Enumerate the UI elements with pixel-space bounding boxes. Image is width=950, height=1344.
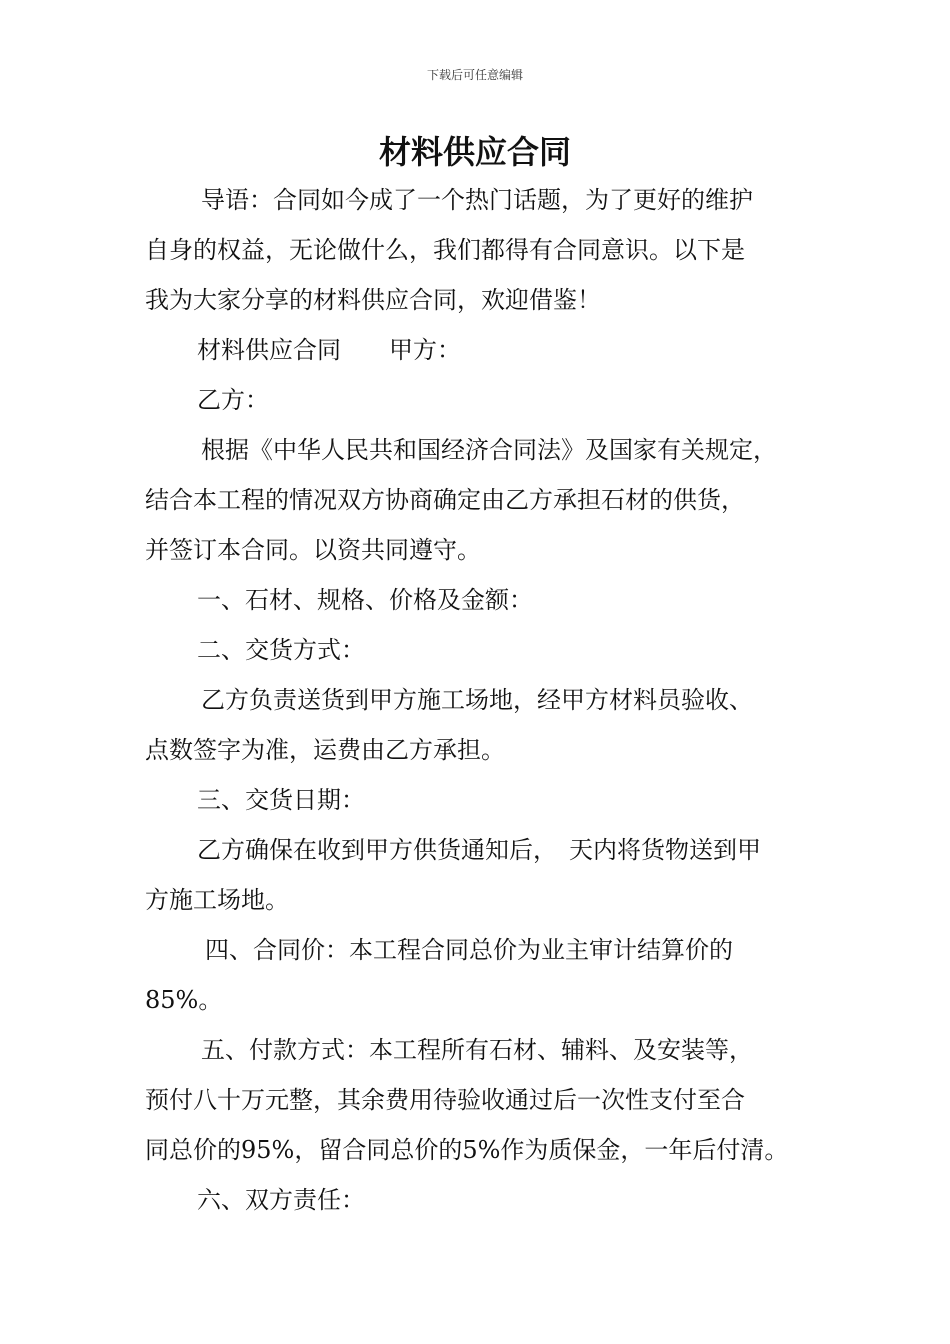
paragraph-line: 乙方负责送货到甲方施工场地，经甲方材料员验收、 — [201, 686, 753, 714]
paragraph-line: 并签订本合同。以资共同遵守。 — [145, 536, 481, 564]
paragraph-line: 乙方确保在收到甲方供货通知后， 天内将货物送到甲 — [197, 836, 761, 864]
paragraph-line: 同总价的95%，留合同总价的5%作为质保金，一年后付清。 — [145, 1136, 789, 1164]
paragraph-line: 材料供应合同 甲方： — [197, 336, 461, 364]
paragraph-line: 根据《中华人民共和国经济合同法》及国家有关规定， — [201, 436, 777, 464]
paragraph-line: 点数签字为准，运费由乙方承担。 — [145, 736, 505, 764]
paragraph-line: 自身的权益，无论做什么，我们都得有合同意识。以下是 — [145, 236, 745, 264]
paragraph-line: 方施工场地。 — [145, 886, 289, 914]
paragraph-line: 结合本工程的情况双方协商确定由乙方承担石材的供货， — [145, 486, 745, 514]
paragraph-line: 我为大家分享的材料供应合同，欢迎借鉴！ — [145, 286, 601, 314]
paragraph-line: 四、合同价：本工程合同总价为业主审计结算价的 — [205, 936, 733, 964]
document-title: 材料供应合同 — [378, 133, 571, 171]
paragraph-line: 预付八十万元整，其余费用待验收通过后一次性支付至合 — [145, 1086, 745, 1114]
paragraph-line: 导语：合同如今成了一个热门话题，为了更好的维护 — [201, 186, 753, 214]
paragraph-line: 乙方： — [197, 386, 269, 414]
section-heading: 一、石材、规格、价格及金额： — [197, 586, 533, 614]
paragraph-line: 五、付款方式：本工程所有石材、辅料、及安装等， — [201, 1036, 753, 1064]
section-heading: 六、双方责任： — [197, 1186, 365, 1214]
header-note: 下载后可任意编辑 — [426, 68, 523, 82]
section-heading: 三、交货日期： — [197, 786, 365, 814]
paragraph-line: 85%。 — [145, 986, 223, 1014]
section-heading: 二、交货方式： — [197, 636, 365, 664]
